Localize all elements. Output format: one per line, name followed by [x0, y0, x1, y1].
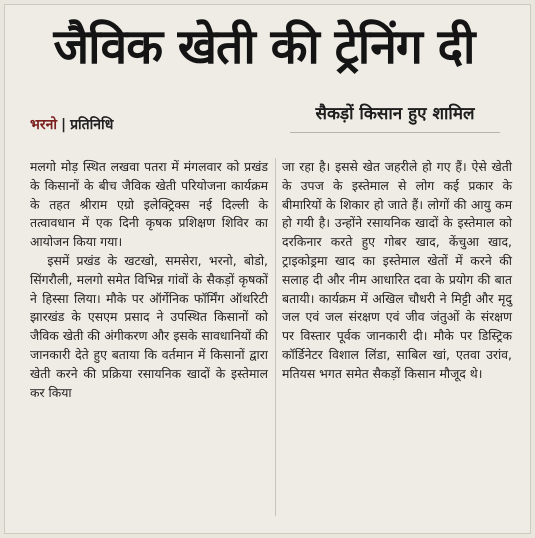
paragraph: मलगो मोड़ स्थित लखवा पतरा में मंगलवार को प्रखंड के किसानों के बीच जैविक खेती परियोजना कार्यक्रम के तहत श्रीराम एग्रो इलेक्ट्रिक्स नई दिल्ली के तत्वावधान में एक दिनी कृषक प्रशिक्षण शिविर का आयोजन किया गया। — [30, 159, 268, 250]
paragraph: जा रहा है। इससे खेत जहरीले हो गए हैं। ऐसे खेती के उपज के इस्तेमाल से लोग कई प्रकार के बीमारियों के शिकार हो जाते हैं। लोगों की आयु कम हो गयी है। उन्होंने रसायनिक खादों के इस्तेमाल को दरकिनार करते हुए गोबर खाद, केंचुआ खाद, ट्राइकोड्रमा खाद का इस्तेमाल खेतों में करने की सलाह दी और नीम आधारित दवा के प्रयोग की बात बतायी। कार्यक्रम में अखिल चौधरी ने मिट्टी और मृदु जल एवं जल संरक्षण एवं जीव जंतुओं के संरक्षण पर विस्तार पूर्वक जानकारी दी। मौके पर डिस्ट्रिक कॉर्डिनेटर विशाल लिंडा, साबिल खां, एतवा उरांव, मतियस भगत समेत सैकड़ों किसान मौजूद थे। — [282, 159, 512, 381]
left-column — [30, 158, 268, 402]
byline-separator: | — [60, 117, 67, 133]
byline — [30, 112, 113, 138]
right-column — [282, 158, 512, 384]
byline-reporter: प्रतिनिधि — [70, 117, 114, 133]
headline: जैविक खेती की ट्रेनिंग दी — [53, 19, 475, 75]
subheadline: सैकड़ों किसान हुए शामिल — [290, 96, 500, 133]
paragraph: इसमें प्रखंड के खटखो, समसेरा, भरनो, बोडो, सिंगरौली, मलगो समेत विभिन्न गांवों के सैकड़ों कृषकों ने हिस्सा लिया। मौके पर ऑर्गेनिक फॉर्मिंग ऑथरिटी झारखंड के एसएम प्रसाद ने उपस्थित किसानों को जैविक खेती की अंगीकरण और इसके सावधानियों की जानकारी देते हुए बताया कि वर्तमान में किसानों द्वारा खेती करने की प्रक्रिया रसायनिक खादों के इस्तेमाल कर किया — [30, 252, 268, 400]
byline-place: भरनो — [30, 117, 57, 133]
column-divider — [275, 158, 276, 516]
